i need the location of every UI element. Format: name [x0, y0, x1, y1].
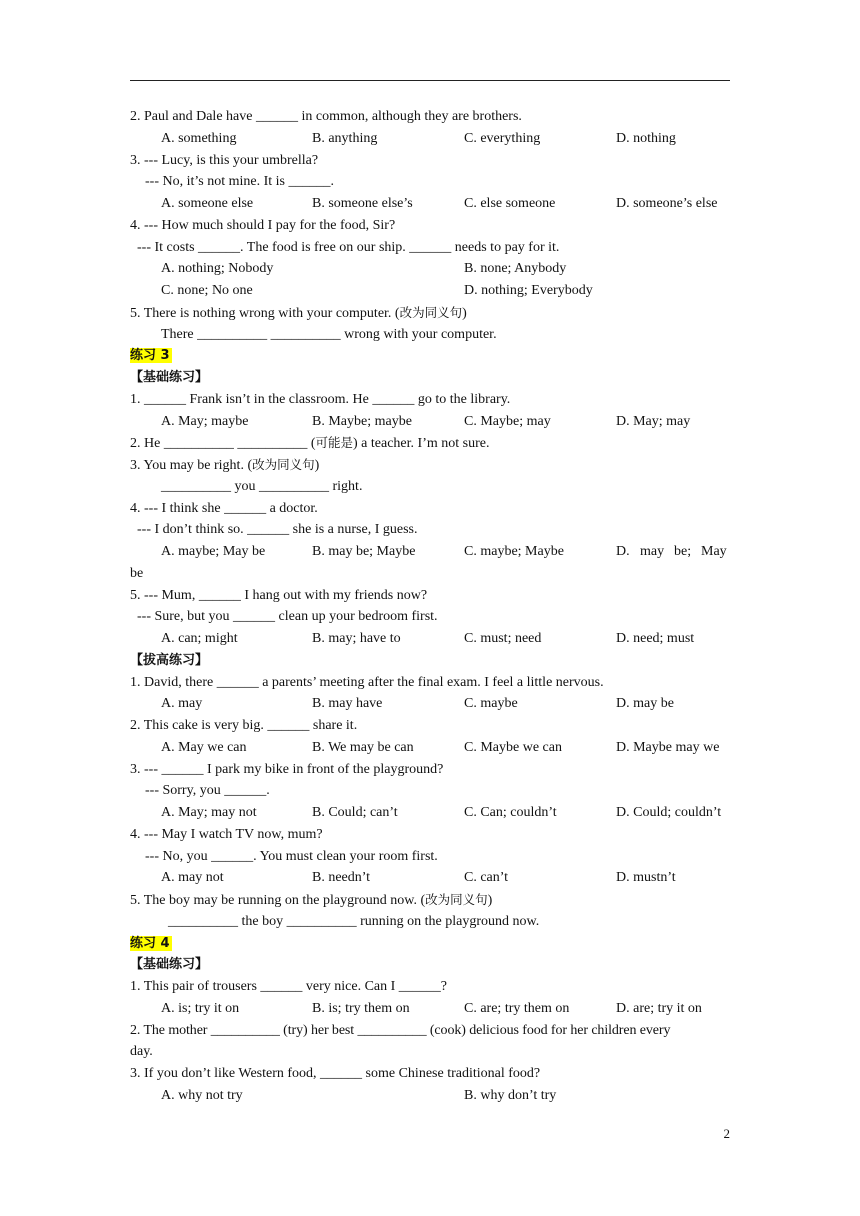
answer-line: __________ the boy __________ running on the playground now.: [168, 913, 540, 929]
question-text-wrap: day.: [130, 1044, 153, 1060]
header-rule: [130, 80, 730, 81]
options-row: [130, 802, 730, 824]
dialogue-line: --- It costs ______. The food is free on our ship. ______ needs to pay for it.: [137, 239, 560, 255]
option-b: B. Maybe; maybe: [312, 413, 412, 429]
page-number: 2: [723, 1126, 730, 1141]
option-a: A. can; might: [161, 631, 238, 646]
option-b: B. needn’t: [312, 870, 371, 886]
option-d-word: be;: [674, 544, 692, 559]
option-c: C. else someone: [464, 196, 556, 211]
option-c: C. everything: [464, 130, 541, 146]
subsection-heading: 【基础练习】: [130, 957, 209, 973]
options-row: [130, 628, 730, 650]
option-d: D. are; try it on: [616, 1000, 702, 1016]
worksheet-body: [130, 106, 730, 1107]
question-text: 5. --- Mum, ______ I hang out with my friends now?: [130, 587, 428, 603]
option-c: C. maybe; Maybe: [464, 544, 564, 559]
dialogue-line: --- No, you ______. You must clean your room first.: [145, 848, 438, 864]
option-c: C. maybe: [464, 696, 518, 712]
option-b: B. may be; Maybe: [312, 544, 416, 559]
answer-line: __________ you __________ right.: [161, 478, 363, 494]
dialogue-line: --- No, it’s not mine. It is ______.: [145, 174, 334, 190]
options-row: [130, 280, 730, 302]
section-title-highlight: 练习 3: [130, 348, 170, 364]
question-text: 5. The boy may be running on the playground now. (改为同义句): [130, 892, 493, 908]
question-text: 2. This cake is very big. ______ share it.: [130, 718, 358, 733]
options-row: [130, 867, 730, 889]
option-c: C. Maybe; may: [464, 413, 551, 429]
option-d: D. need; must: [616, 631, 695, 646]
subsection-heading: 【基础练习】: [130, 370, 209, 385]
option-b: B. We may be can: [312, 739, 414, 755]
option-d: D. someone’s else: [616, 196, 718, 211]
section-heading: [130, 345, 730, 367]
options-row: [130, 1085, 730, 1107]
options-row: [130, 541, 730, 563]
option-b: B. someone else’s: [312, 196, 413, 211]
instruction-cjk: 改为同义句: [399, 304, 463, 320]
options-row: [130, 258, 730, 280]
question-text: 2. He __________ __________ (可能是) a teacher. I’m not sure.: [130, 435, 490, 452]
instruction-cjk: 改为同义句: [425, 892, 488, 907]
options-row: [130, 998, 730, 1020]
option-c: C. must; need: [464, 631, 542, 646]
option-a: A. may: [161, 696, 203, 712]
option-b: B. anything: [312, 130, 378, 146]
option-c: C. none; No one: [161, 283, 253, 298]
option-b: B. is; try them on: [312, 1000, 410, 1016]
option-a: A. someone else: [161, 196, 254, 211]
question-text: 3. --- ______ I park my bike in front of the playground?: [130, 761, 444, 777]
dialogue-line: --- Sorry, you ______.: [145, 783, 270, 799]
option-b: B. may have: [312, 696, 383, 712]
question-text: 1. ______ Frank isn’t in the classroom. He ______ go to the library.: [130, 391, 511, 407]
question-text: 4. --- How much should I pay for the food, Sir?: [130, 217, 396, 233]
options-row: [130, 411, 730, 433]
option-d: D. nothing: [616, 130, 676, 146]
question-text: 3. If you don’t like Western food, ______ some Chinese traditional food?: [130, 1066, 541, 1081]
option-d-label: D.: [616, 544, 630, 559]
option-b: B. may; have to: [312, 631, 401, 646]
question-text: 1. David, there ______ a parents’ meeting after the final exam. I feel a little nervous.: [130, 674, 604, 690]
option-c: C. are; try them on: [464, 1000, 570, 1016]
option-a: A. why not try: [161, 1087, 243, 1103]
option-a: A. May; maybe: [161, 413, 249, 429]
option-c: C. Maybe we can: [464, 739, 562, 755]
option-a: A. nothing; Nobody: [161, 261, 274, 277]
instruction-cjk: 改为同义句: [252, 457, 315, 472]
question-text: 2. Paul and Dale have ______ in common, although they are brothers.: [130, 109, 522, 124]
question-text: 3. --- Lucy, is this your umbrella?: [130, 152, 319, 168]
option-a: A. is; try it on: [161, 1000, 240, 1016]
question-text: 5. There is nothing wrong with your computer. (改为同义句): [130, 304, 467, 321]
option-d: D. mustn’t: [616, 870, 676, 886]
option-b: B. Could; can’t: [312, 805, 398, 820]
option-d: D. nothing; Everybody: [464, 283, 593, 298]
dialogue-line: --- Sure, but you ______ clean up your bedroom first.: [137, 609, 438, 625]
option-d: D. Could; couldn’t: [616, 805, 722, 820]
option-a: A. may not: [161, 870, 224, 886]
option-c: C. Can; couldn’t: [464, 805, 557, 820]
option-d: D. Maybe may we: [616, 739, 720, 755]
option-c: C. can’t: [464, 870, 509, 886]
answer-line: There __________ __________ wrong with your computer.: [161, 326, 497, 342]
subsection-heading: 【拔高练习】: [130, 652, 209, 668]
question-text: 3. You may be right. (改为同义句): [130, 457, 320, 473]
instruction-cjk: 可能是: [315, 435, 354, 451]
option-d: D. may be: [616, 696, 674, 712]
section-title-highlight: 练习 4: [130, 935, 170, 951]
option-b: B. none; Anybody: [464, 261, 567, 277]
option-a: A. something: [161, 130, 237, 146]
option-a: A. May; may not: [161, 805, 257, 820]
option-d-word: May: [701, 544, 727, 559]
question-text: 2. The mother __________ (try) her best __________ (cook) delicious food for her children every: [130, 1022, 671, 1038]
question-text: 4. --- May I watch TV now, mum?: [130, 826, 323, 842]
option-wrap: be: [130, 565, 144, 581]
options-row: [130, 737, 730, 759]
options-row: [130, 193, 730, 215]
section-heading: [130, 933, 730, 955]
option-a: A. May we can: [161, 739, 247, 755]
question-text: 1. This pair of trousers ______ very nice. Can I ______?: [130, 979, 448, 994]
option-d: D. May; may: [616, 413, 691, 429]
option-d-word: may: [640, 544, 665, 559]
dialogue-line: --- I don’t think so. ______ she is a nurse, I guess.: [137, 522, 418, 538]
option-a: A. maybe; May be: [161, 544, 266, 559]
options-row: [130, 693, 730, 715]
question-text: 4. --- I think she ______ a doctor.: [130, 500, 318, 516]
options-row: [130, 128, 730, 150]
option-b: B. why don’t try: [464, 1087, 557, 1103]
